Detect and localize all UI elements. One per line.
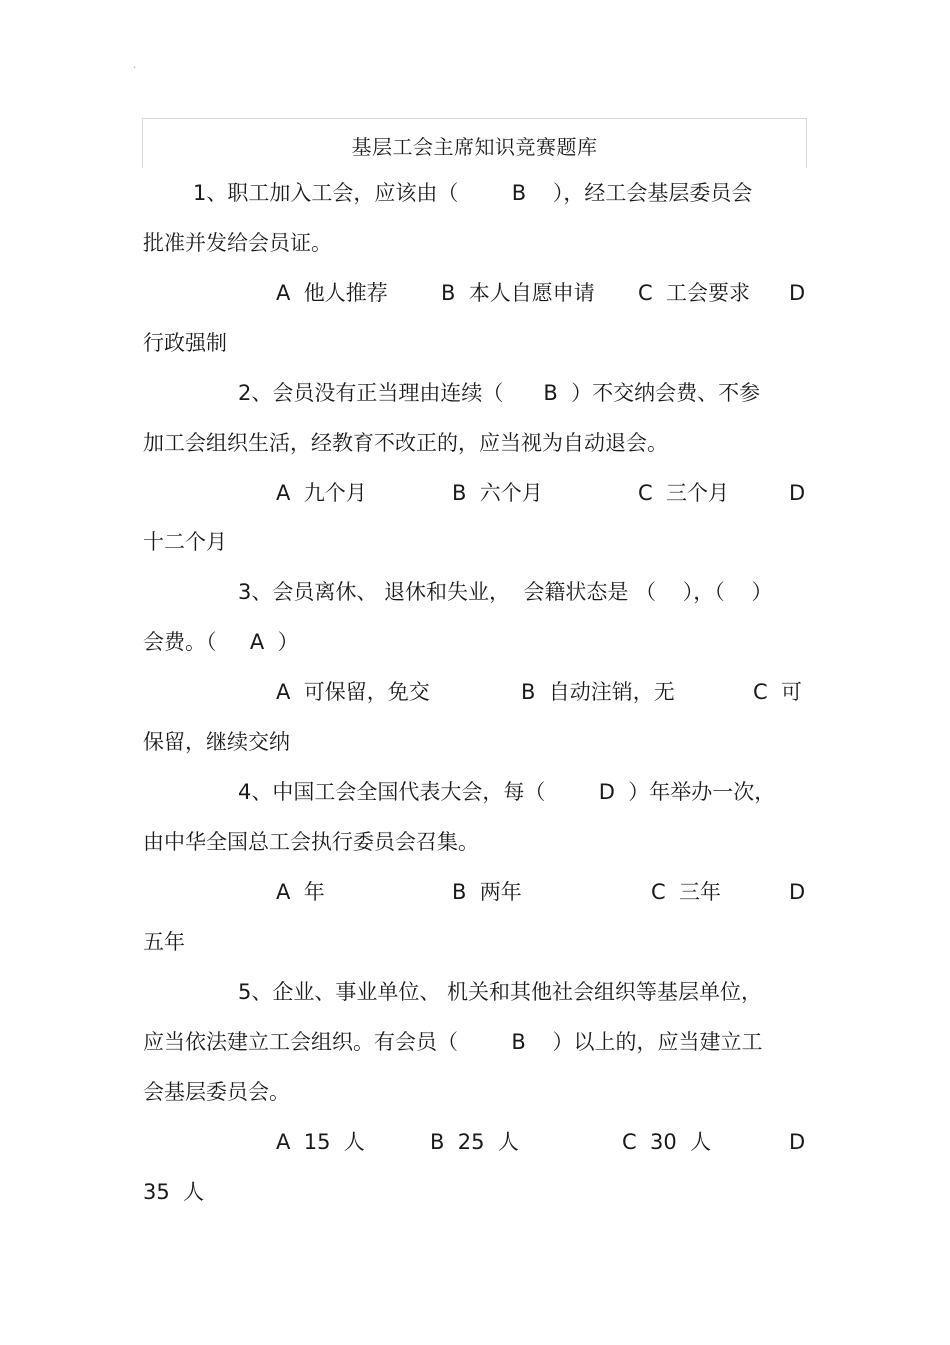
q5-option-d: D xyxy=(789,1130,806,1154)
q4-option-b: B 两年 xyxy=(452,880,522,904)
q4-option-a: A 年 xyxy=(276,880,325,904)
q4-stem-line2: 由中华全国总工会执行委员会召集。 xyxy=(143,830,479,854)
q1-option-b: B 本人自愿申请 xyxy=(441,281,595,305)
q5-option-c: C 30 人 xyxy=(622,1130,712,1154)
q1-option-d-text: 行政强制 xyxy=(143,331,227,355)
q4-option-d-text: 五年 xyxy=(143,930,185,954)
q3-option-c-text: 保留，继续交纳 xyxy=(143,730,290,754)
q1-option-c: C 工会要求 xyxy=(638,281,751,305)
q5-option-d-text: 35 人 xyxy=(143,1180,205,1204)
q1-stem-line2: 批准并发给会员证。 xyxy=(143,231,332,255)
q3-option-b: B 自动注销，无 xyxy=(521,680,675,704)
stray-mark: ` xyxy=(133,66,137,75)
q5-stem-line3: 会基层委员会。 xyxy=(143,1080,290,1104)
title-frame xyxy=(142,118,807,168)
q4-option-d: D xyxy=(789,880,806,904)
q1-option-a: A 他人推荐 xyxy=(276,281,388,305)
q5-stem-line1: 5、企业、事业单位、 机关和其他社会组织等基层单位， xyxy=(238,980,763,1004)
q1-stem-line1: 1、职工加入工会，应该由（ B ），经工会基层委员会 xyxy=(193,181,753,205)
q3-option-a: A 可保留，免交 xyxy=(276,680,430,704)
q2-stem-line1: 2、会员没有正当理由连续（ B ）不交纳会费、不参 xyxy=(238,381,761,405)
q3-option-c: C 可 xyxy=(753,680,803,704)
q2-option-c: C 三个月 xyxy=(638,481,730,505)
q2-option-b: B 六个月 xyxy=(452,481,543,505)
q4-stem-line1: 4、中国工会全国代表大会，每（ D ）年举办一次， xyxy=(238,780,776,804)
q2-option-d-text: 十二个月 xyxy=(143,530,227,554)
q3-stem-line1: 3、会员离休、 退休和失业， 会籍状态是 （ ），（ ） xyxy=(238,580,773,604)
q3-stem-line2: 会费。（ A ） xyxy=(143,630,299,654)
q2-option-d: D xyxy=(789,481,806,505)
q5-option-b: B 25 人 xyxy=(430,1130,519,1154)
q5-stem-line2: 应当依法建立工会组织。有会员（ B ）以上的，应当建立工 xyxy=(143,1030,763,1054)
q2-stem-line2: 加工会组织生活，经教育不改正的，应当视为自动退会。 xyxy=(143,431,668,455)
q5-option-a: A 15 人 xyxy=(276,1130,365,1154)
page-title: 基层工会主席知识竞赛题库 xyxy=(351,135,598,159)
q4-option-c: C 三年 xyxy=(651,880,722,904)
q1-option-d: D xyxy=(789,281,806,305)
q2-option-a: A 九个月 xyxy=(276,481,367,505)
